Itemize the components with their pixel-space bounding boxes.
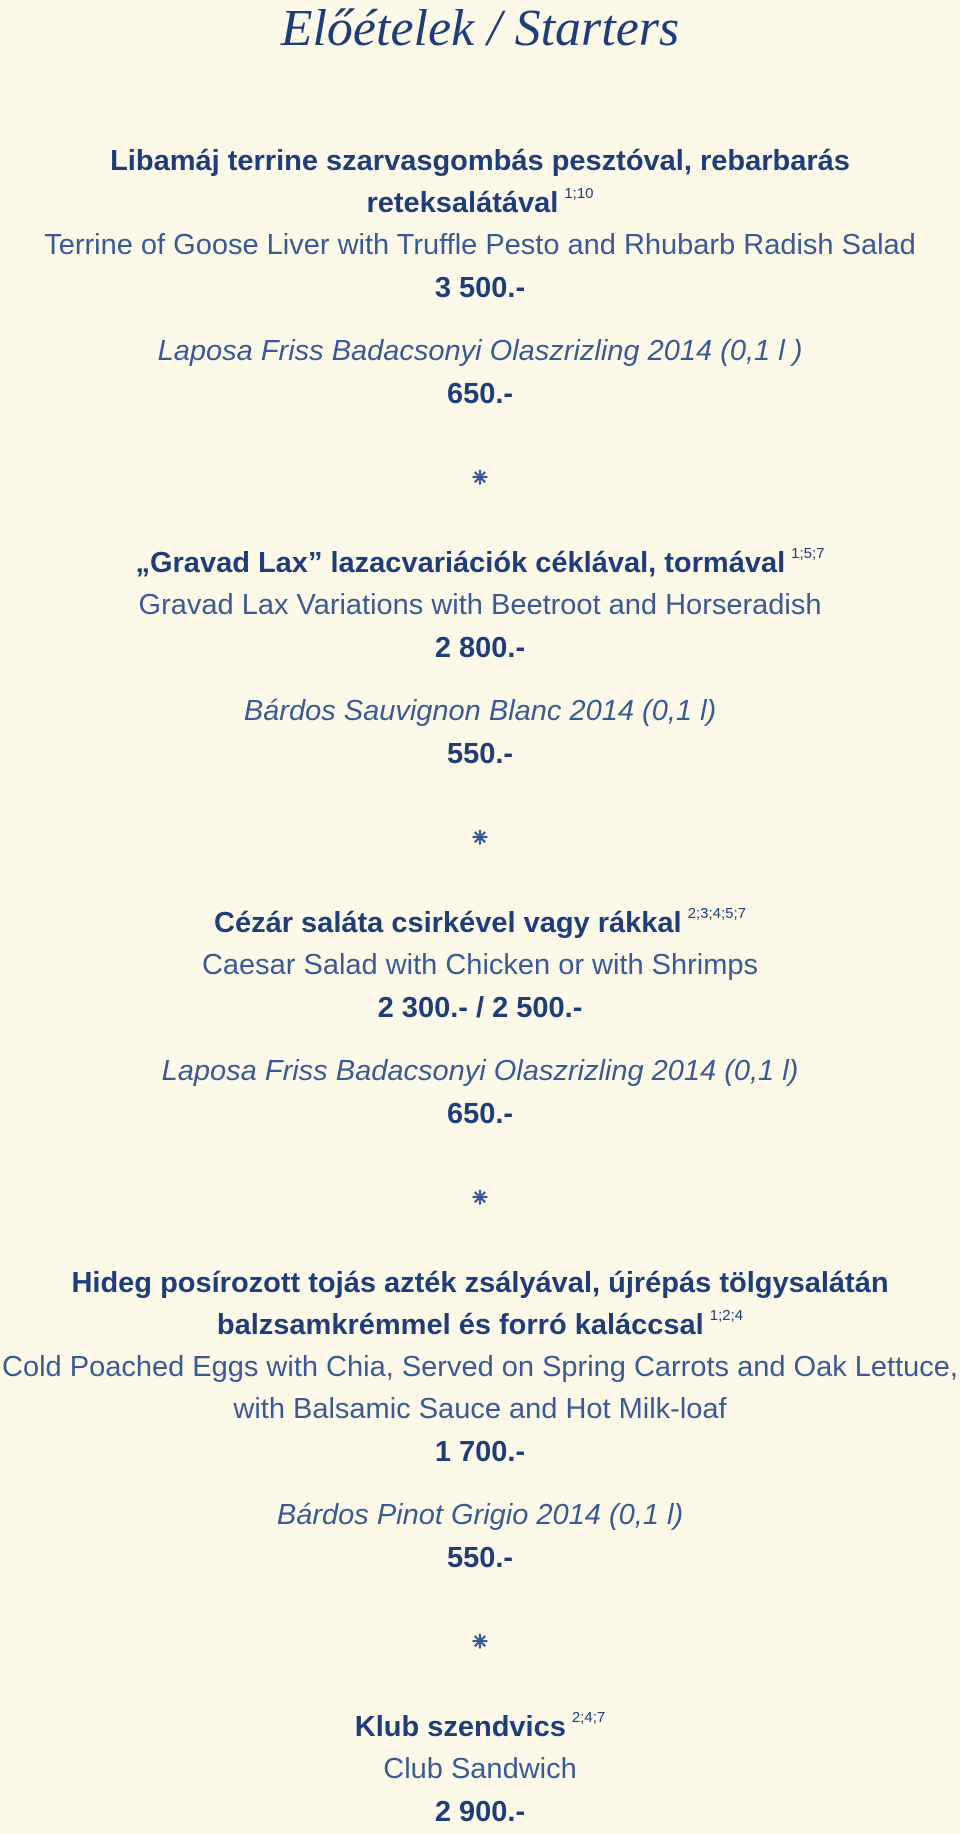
dish-price: 2 900.-	[434, 1796, 526, 1828]
wine-price: 550.-	[446, 1542, 514, 1574]
dish-name-hu: „Gravad Lax” lazacvariációk céklával, tormával $^{1;5;7}$	[135, 545, 825, 579]
wine-pairing: Laposa Friss Badacsonyi Olaszrizling 2014 (0,1 l)	[161, 1055, 799, 1087]
dish-price: 1 700.-	[434, 1436, 526, 1468]
wine-price: 650.-	[446, 1098, 514, 1130]
separator-asterisk: ⁕	[468, 1182, 492, 1213]
dish-name-en-line-2: with Balsamic Sauce and Hot Milk-loaf	[233, 1393, 727, 1425]
dish-name-en: Gravad Lax Variations with Beetroot and Horseradish	[138, 589, 822, 621]
menu-item-goose-liver	[0, 140, 960, 416]
wine-pairing: Bárdos Pinot Grigio 2014 (0,1 l)	[276, 1499, 684, 1531]
dish-name-hu-line-1: Hideg posírozott tojás azték zsályával, újrépás tölgysalátán	[71, 1267, 889, 1299]
dish-name-en: Caesar Salad with Chicken or with Shrimps	[201, 949, 759, 981]
menu-item-poached-eggs	[0, 1262, 960, 1580]
menu-item-caesar-salad	[0, 902, 960, 1136]
dish-name-en: Terrine of Goose Liver with Truffle Pesto and Rhubarb Radish Salad	[44, 229, 916, 261]
menu-list	[0, 140, 960, 1834]
dish-price: 3 500.-	[434, 272, 526, 304]
dish-name-en-line-1: Cold Poached Eggs with Chia, Served on Spring Carrots and Oak Lettuce,	[2, 1351, 958, 1383]
wine-pairing: Bárdos Sauvignon Blanc 2014 (0,1 l)	[243, 695, 717, 727]
dish-name-hu-line-2: balzsamkrémmel és forró kaláccsal $^{1;2;4}$	[216, 1307, 744, 1341]
wine-price: 650.-	[446, 378, 514, 410]
dish-name-hu: Klub szendvics $^{2;4;7}$	[354, 1709, 606, 1743]
page-title: Előételek / Starters	[280, 0, 680, 57]
dish-name-hu: Cézár saláta csirkével vagy rákkal $^{2;3;4;5;7}$	[214, 905, 746, 939]
dish-name-hu: Libamáj terrine szarvasgombás pesztóval, rebarbarás reteksalátával $^{1;10}$	[110, 145, 850, 219]
dish-name-en: Club Sandwich	[383, 1753, 577, 1785]
menu-item-gravad-lax	[0, 542, 960, 776]
dish-price: 2 300.- / 2 500.-	[377, 992, 583, 1024]
separator-asterisk: ⁕	[468, 1626, 492, 1657]
wine-pairing: Laposa Friss Badacsonyi Olaszrizling 2014 (0,1 l )	[157, 335, 803, 367]
separator-asterisk: ⁕	[468, 462, 492, 493]
allergen-codes: 1;10	[564, 185, 594, 202]
menu-item-club-sandwich	[0, 1706, 960, 1834]
separator-asterisk: ⁕	[468, 822, 492, 853]
dish-price: 2 800.-	[434, 632, 526, 664]
wine-price: 550.-	[446, 738, 514, 770]
allergen-codes: 1;2;4	[709, 1307, 744, 1324]
allergen-codes: 1;5;7	[791, 545, 825, 562]
allergen-codes: 2;3;4;5;7	[687, 905, 746, 922]
allergen-codes: 2;4;7	[571, 1709, 606, 1726]
